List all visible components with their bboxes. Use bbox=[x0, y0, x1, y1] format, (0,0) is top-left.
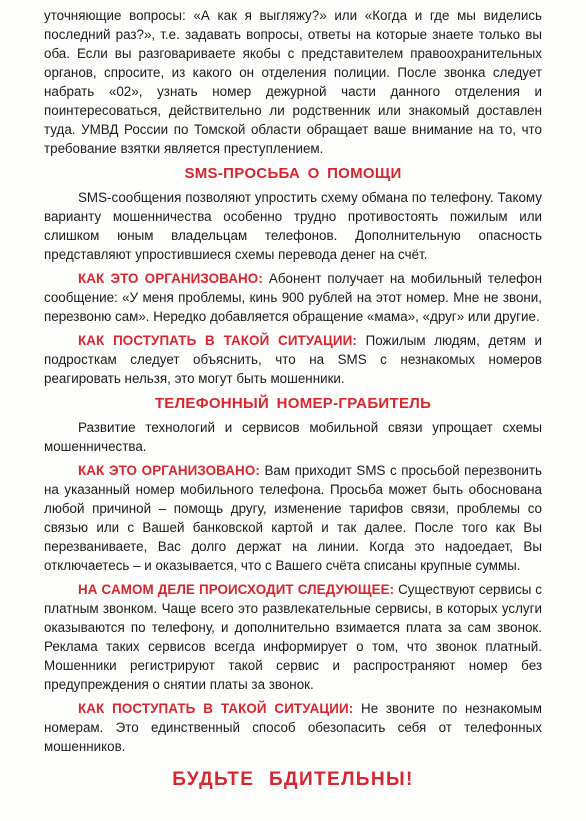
sms-how-paragraph bbox=[44, 269, 542, 326]
closing-slogan: БУДЬТЕ БДИТЕЛЬНЫ! bbox=[172, 769, 414, 790]
phone-really-paragraph bbox=[44, 580, 542, 694]
phone-how-paragraph bbox=[44, 461, 542, 575]
intro-paragraph: уточняющие вопросы: «А как я выгляжу?» или «Когда и где мы виделись последний раз?», т.е. задавать вопросы, ответы на которые знаете только вы оба. Если вы разговариваете якобы с представителем правоохранительных органов, спросите, из какого он отделения полиции. После звонка следует набрать «02», узнать номер дежурной части данного отделения и поинтересоваться, действительно ли родственник или знакомый доставлен туда. УМВД России по Томской области обращает ваше внимание на то, что требование взятки является преступлением. bbox=[44, 8, 542, 156]
sms-act-paragraph bbox=[44, 331, 542, 388]
section-title-phone: ТЕЛЕФОННЫЙ НОМЕР-ГРАБИТЕЛЬ bbox=[154, 395, 432, 412]
phone-how-label: КАК ЭТО ОРГАНИЗОВАНО: bbox=[78, 463, 260, 478]
sms-act-text: Пожилым людям, детям и подросткам следует объяснить, что на SMS с незнакомых номеров реагировать нельзя, это могут быть мошенники. bbox=[44, 333, 542, 386]
phone-act-paragraph bbox=[44, 699, 542, 756]
phone-act-label: КАК ПОСТУПАТЬ В ТАКОЙ СИТУАЦИИ: bbox=[78, 701, 354, 716]
phone-act-text: Не звоните по незнакомым номерам. Это единственный способ обезопасить себя от телефонных мошенников. bbox=[44, 701, 542, 754]
phone-intro-paragraph: Развитие технологий и сервисов мобильной связи упрощает схемы мошенничества. bbox=[44, 420, 542, 454]
phone-really-label: НА САМОМ ДЕЛЕ ПРОИСХОДИТ СЛЕДУЮЩЕЕ: bbox=[78, 582, 395, 597]
sms-how-text: Абонент получает на мобильный телефон сообщение: «У меня проблемы, кинь 900 рублей на этот номер. Мне не звони, перезвоню сам». Нередко добавляется обращение «мама», «друг» или другие. bbox=[44, 271, 542, 324]
sms-intro-paragraph: SMS-сообщения позволяют упростить схему обмана по телефону. Такому варианту мошенничества особенно трудно противостоять пожилым или слишком юным владельцам телефонов. Дополнительную опасность представляют упростившиеся схемы перевода денег на счёт. bbox=[44, 190, 542, 262]
phone-really-text: Существуют сервисы с платным звонком. Чаще всего это развлекательные сервисы, в которых услуги оказываются по телефону, и дополнительно взимается плата за сам звонок. Реклама таких сервисов всегда информирует о том, что звонок платный. Мошенники регистрируют такой сервис и распространяют номер без предупреждения о снятии платы за звонок. bbox=[44, 582, 542, 692]
sms-how-label: КАК ЭТО ОРГАНИЗОВАНО: bbox=[78, 271, 263, 286]
section-title-sms: SMS-ПРОСЬБА О ПОМОЩИ bbox=[184, 165, 402, 182]
sms-act-label: КАК ПОСТУПАТЬ В ТАКОЙ СИТУАЦИИ: bbox=[78, 333, 357, 348]
phone-how-text: Вам приходит SMS с просьбой перезвонить на указанный номер мобильного телефона. Просьба может быть обоснована любой причиной – помощь другу, изменение тарифов связи, проблемы со связью или с Вашей банковской картой и так далее. После того как Вы перезваниваете, Вас долго держат на линии. Когда это надоедает, Вы отключаетесь – и оказывается, что с Вашего счёта списаны крупные суммы. bbox=[44, 463, 542, 573]
